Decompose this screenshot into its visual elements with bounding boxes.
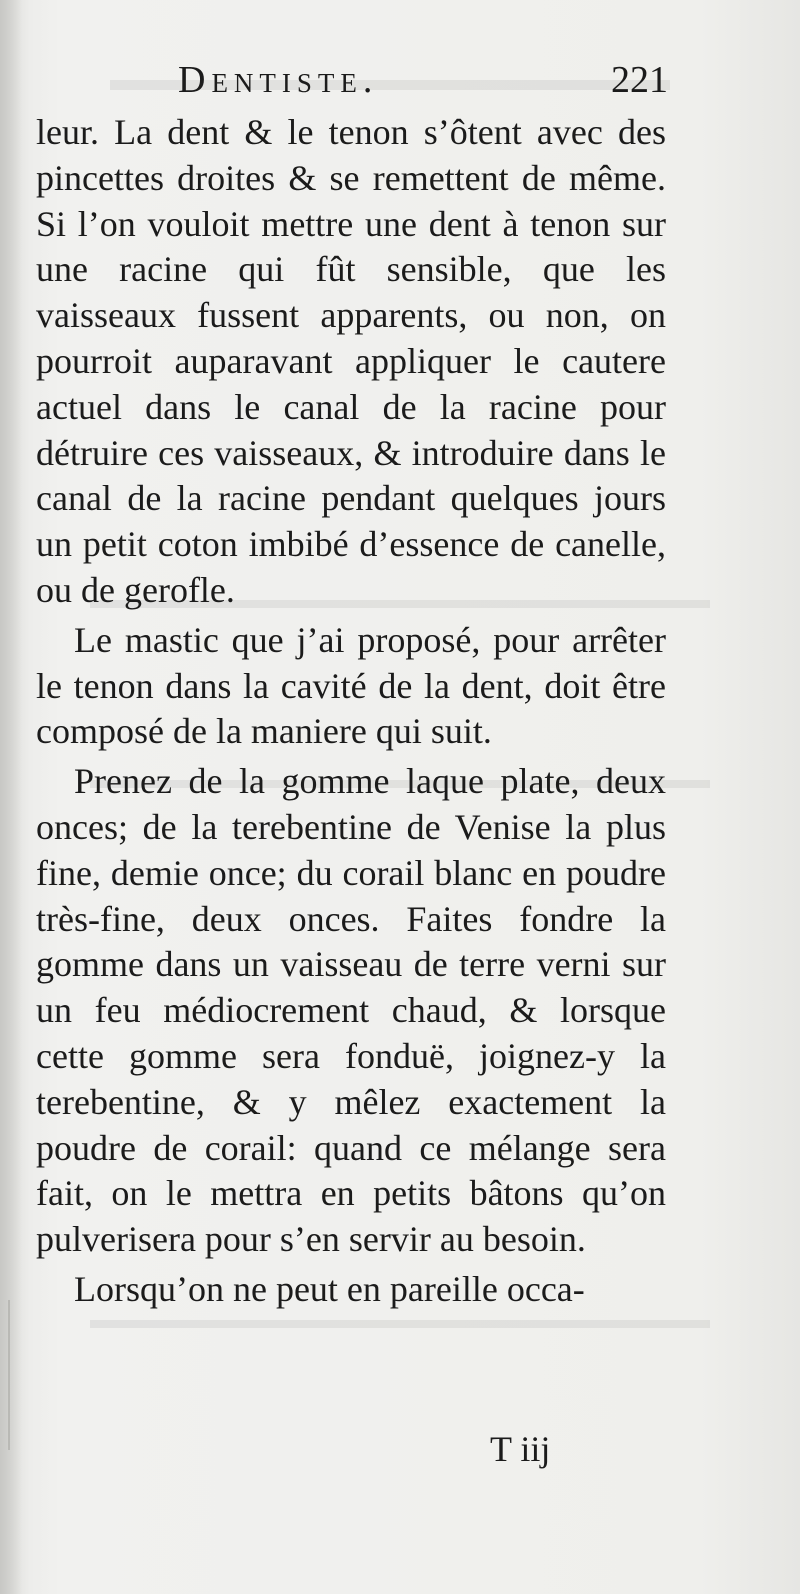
- gutter-shadow: [0, 0, 22, 1594]
- running-head: Dentiste.: [178, 59, 379, 101]
- paragraph: leur. La dent & le tenon s’ôtent avec des pincettes droites & se remettent de même. Si l’on vouloit mettre une dent à tenon sur une racine qui fût sensible, que les vaisseaux fussent apparents, ou non, on pourroit auparavant appliquer le cautere actuel dans le canal de la racine pour détruire ces vaisseaux, & introduire dans le canal de la racine pendant quelques jours un petit coton imbibé d’essence de canelle, ou de gerofle.: [36, 112, 666, 610]
- page-number: 221: [611, 59, 668, 101]
- paragraph: Prenez de la gomme laque plate, deux onces; de la terebentine de Venise la plus fine, demie once; du corail blanc en poudre très-fine, deux onces. Faites fondre la gomme dans un vaisseau de terre verni sur un feu médiocrement chaud, & lorsque cette gomme sera fonduë, joignez-y la terebentine, & y mêlez exactement la poudre de corail: quand ce mélange sera fait, on le mettra en petits bâtons qu’on pulverisera pour s’en servir au besoin.: [36, 761, 666, 1260]
- paragraph: Lorsqu’on ne peut en pareille occa-: [74, 1268, 585, 1309]
- body-text: [36, 110, 666, 1313]
- paragraph: Le mastic que j’ai proposé, pour arrêter le tenon dans la cavité de la dent, doit être composé de la maniere qui suit.: [36, 619, 666, 752]
- signature-mark: T iij: [490, 1429, 551, 1469]
- margin-rule: [8, 1300, 10, 1450]
- page-header: [0, 58, 800, 108]
